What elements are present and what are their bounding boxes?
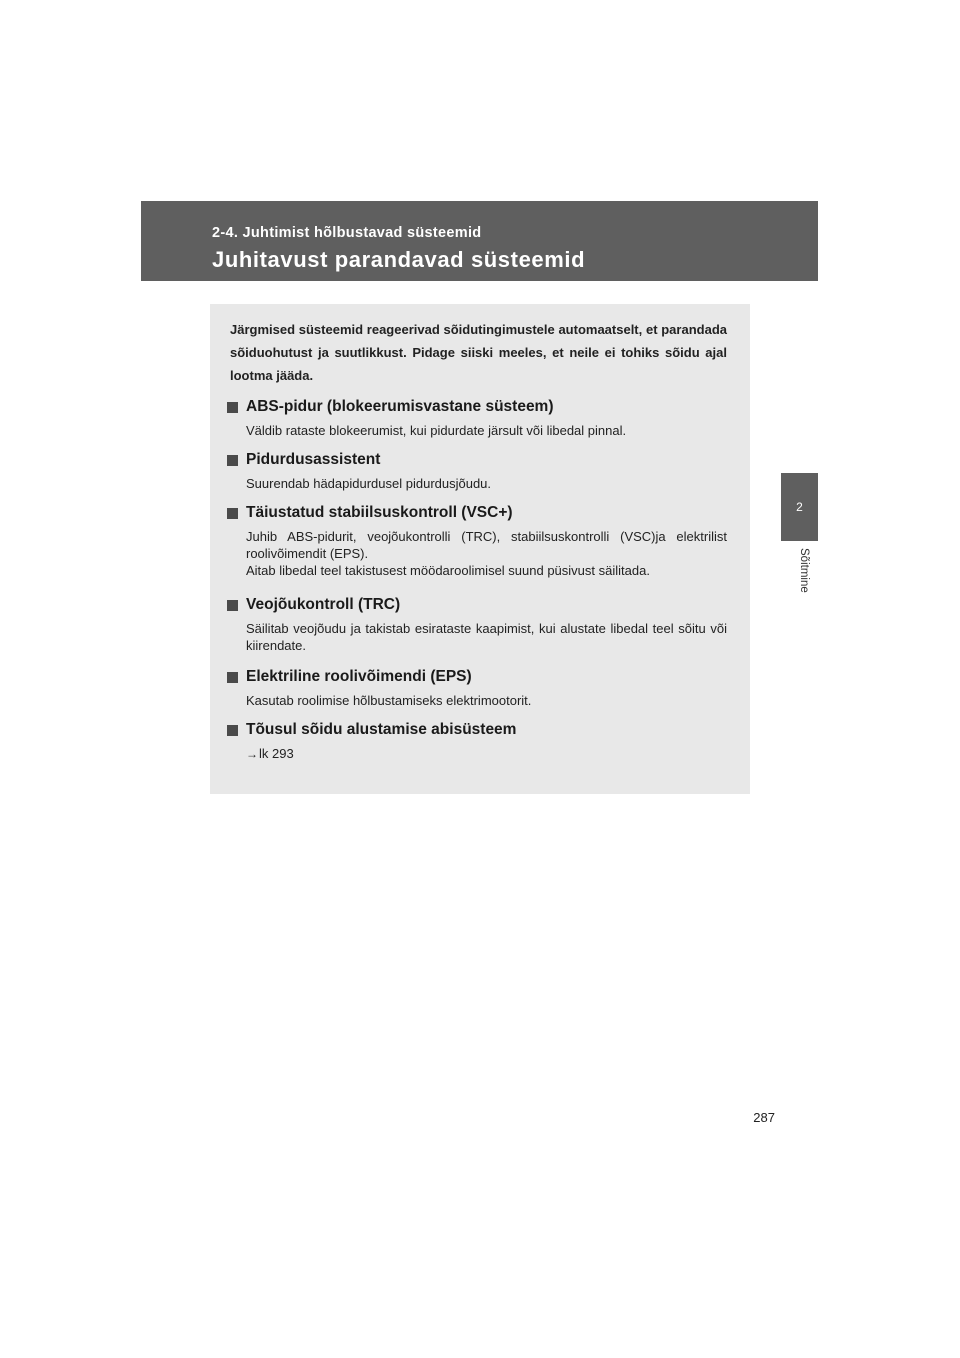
section-heading-text: ABS-pidur (blokeerumisvastane süsteem) <box>246 398 554 415</box>
square-bullet-icon <box>227 508 238 519</box>
section-heading-text: Tõusul sõidu alustamise abisüsteem <box>246 721 517 738</box>
section-body <box>246 745 727 763</box>
chapter-label: Sõitmine <box>798 548 810 593</box>
chapter-tab: 2 <box>781 473 818 541</box>
section-vsc <box>227 504 727 579</box>
section-heading <box>227 398 727 416</box>
intro-text: Järgmised süsteemid reageerivad sõidutingimustele automaatselt, et parandada sõiduohutust ja suutlikkust. Pidage siiski meeles, et neile ei tohiks sõidu ajal lootma jääda. <box>230 322 727 383</box>
square-bullet-icon <box>227 725 238 736</box>
content-box <box>210 304 750 794</box>
header-band <box>141 201 818 281</box>
section-heading-text: Elektriline roolivõimendi (EPS) <box>246 668 472 685</box>
page-number: 287 <box>753 1110 775 1125</box>
body-line: Juhib ABS-pidurit, veojõukontrolli (TRC), stabiilsuskontrolli (VSC)ja elektrilist roolivõimendit (EPS). <box>246 529 727 561</box>
section-abs <box>227 398 727 439</box>
section-heading-text: Pidurdusassistent <box>246 451 381 468</box>
page-title: Juhitavust parandavad süsteemid <box>212 247 586 272</box>
section-heading <box>227 451 727 469</box>
section-body <box>246 620 727 654</box>
section-body <box>246 692 727 709</box>
body-line: Suurendab hädapidurdusel pidurdusjõudu. <box>246 476 492 491</box>
body-line: Aitab libedal teel takistusest möödaroolimisel suund püsivust säilitada. <box>246 563 650 578</box>
section-heading <box>227 596 727 614</box>
square-bullet-icon <box>227 672 238 683</box>
section-eps <box>227 668 727 709</box>
section-heading-text: Täiustatud stabiilsuskontroll (VSC+) <box>246 504 513 521</box>
section-heading <box>227 721 727 739</box>
square-bullet-icon <box>227 455 238 466</box>
section-body <box>246 475 727 492</box>
section-heading-text: Veojõukontroll (TRC) <box>246 596 401 613</box>
page-reference-text: lk 293 <box>259 746 294 761</box>
section-trc <box>227 596 727 654</box>
section-body <box>246 422 727 439</box>
section-heading <box>227 504 727 522</box>
body-line: Säilitab veojõudu ja takistab esirataste kaapimist, kui alustate libedal teel sõitu või kiirendate. <box>246 621 727 653</box>
section-label: 2-4. Juhtimist hõlbustavad süsteemid <box>212 225 482 241</box>
square-bullet-icon <box>227 600 238 611</box>
section-brake-assist <box>227 451 727 492</box>
body-line: Kasutab roolimise hõlbustamiseks elektrimootorit. <box>246 693 532 708</box>
body-line: Väldib rataste blokeerumist, kui pidurdate järsult või libedal pinnal. <box>246 423 627 438</box>
section-body <box>246 528 727 579</box>
square-bullet-icon <box>227 402 238 413</box>
section-hill-start <box>227 721 727 763</box>
arrow-right-icon: → <box>246 747 258 761</box>
section-heading <box>227 668 727 686</box>
page-reference[interactable] <box>246 745 727 763</box>
